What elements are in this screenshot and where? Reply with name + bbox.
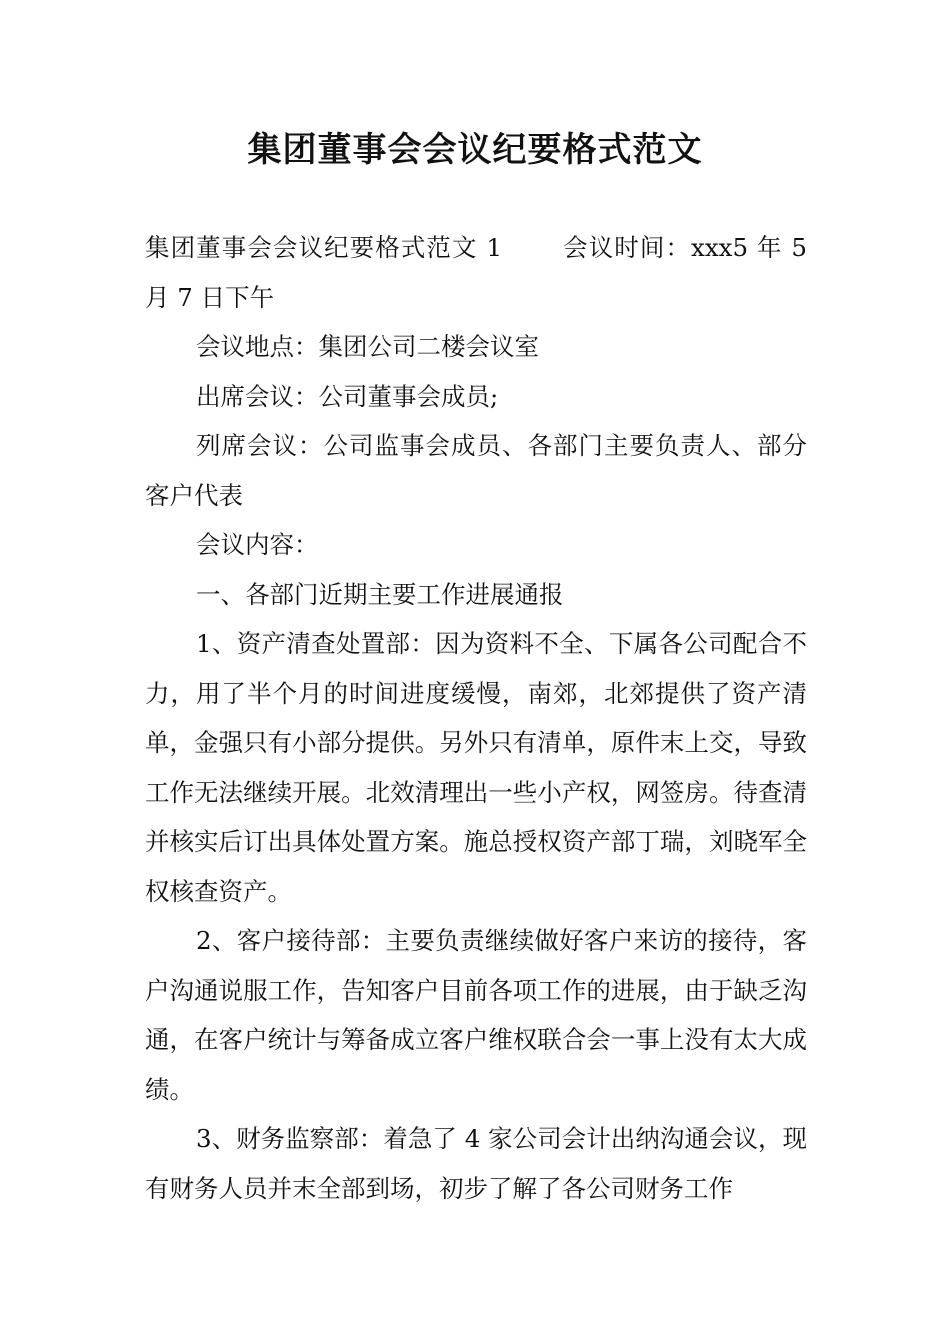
meeting-place: 会议地点：集团公司二楼会议室 — [196, 332, 539, 361]
item-1-paragraph: 1、资产清查处置部：因为资料不全、下属各公司配合不力，用了半个月的时间进度缓慢，南郊，北郊提供了资产清单，金强只有小部分提供。另外只有清单，原件末上交，导致工作无法继续开展。北效清理出一些小产权，网签房。待查清并核实后订出具体处置方案。施总授权资产部丁瑞，刘晓军全权核查资产。 — [145, 629, 807, 906]
item-2-paragraph: 2、客户接待部：主要负责继续做好客户来访的接待，客户沟通说服工作，告知客户目前各项工作的进展，由于缺乏沟通，在客户统计与筹备成立客户维权联合会一事上没有太大成绩。 — [145, 926, 807, 1104]
intro-heading: 集团董事会会议纪要格式范文 1 — [145, 233, 503, 262]
intro-paragraph — [145, 223, 807, 322]
meeting-time: 会议时间：xxx5 年 5 月 7 日下午 — [145, 233, 808, 312]
content-label: 会议内容： — [196, 530, 319, 559]
observers: 列席会议：公司监事会成员、各部门主要负责人、部分客户代表 — [145, 431, 807, 510]
document-body — [145, 223, 807, 1213]
item-3-paragraph: 3、财务监察部：着急了 4 家公司会计出纳沟通会议，现有财务人员并末全部到场，初步了解了各公司财务工作 — [145, 1124, 807, 1203]
attendees: 出席会议：公司董事会成员; — [196, 381, 499, 411]
section-1-heading: 一、各部门近期主要工作进展通报 — [196, 579, 564, 609]
document-title: 集团董事会会议纪要格式范文 — [247, 130, 703, 170]
